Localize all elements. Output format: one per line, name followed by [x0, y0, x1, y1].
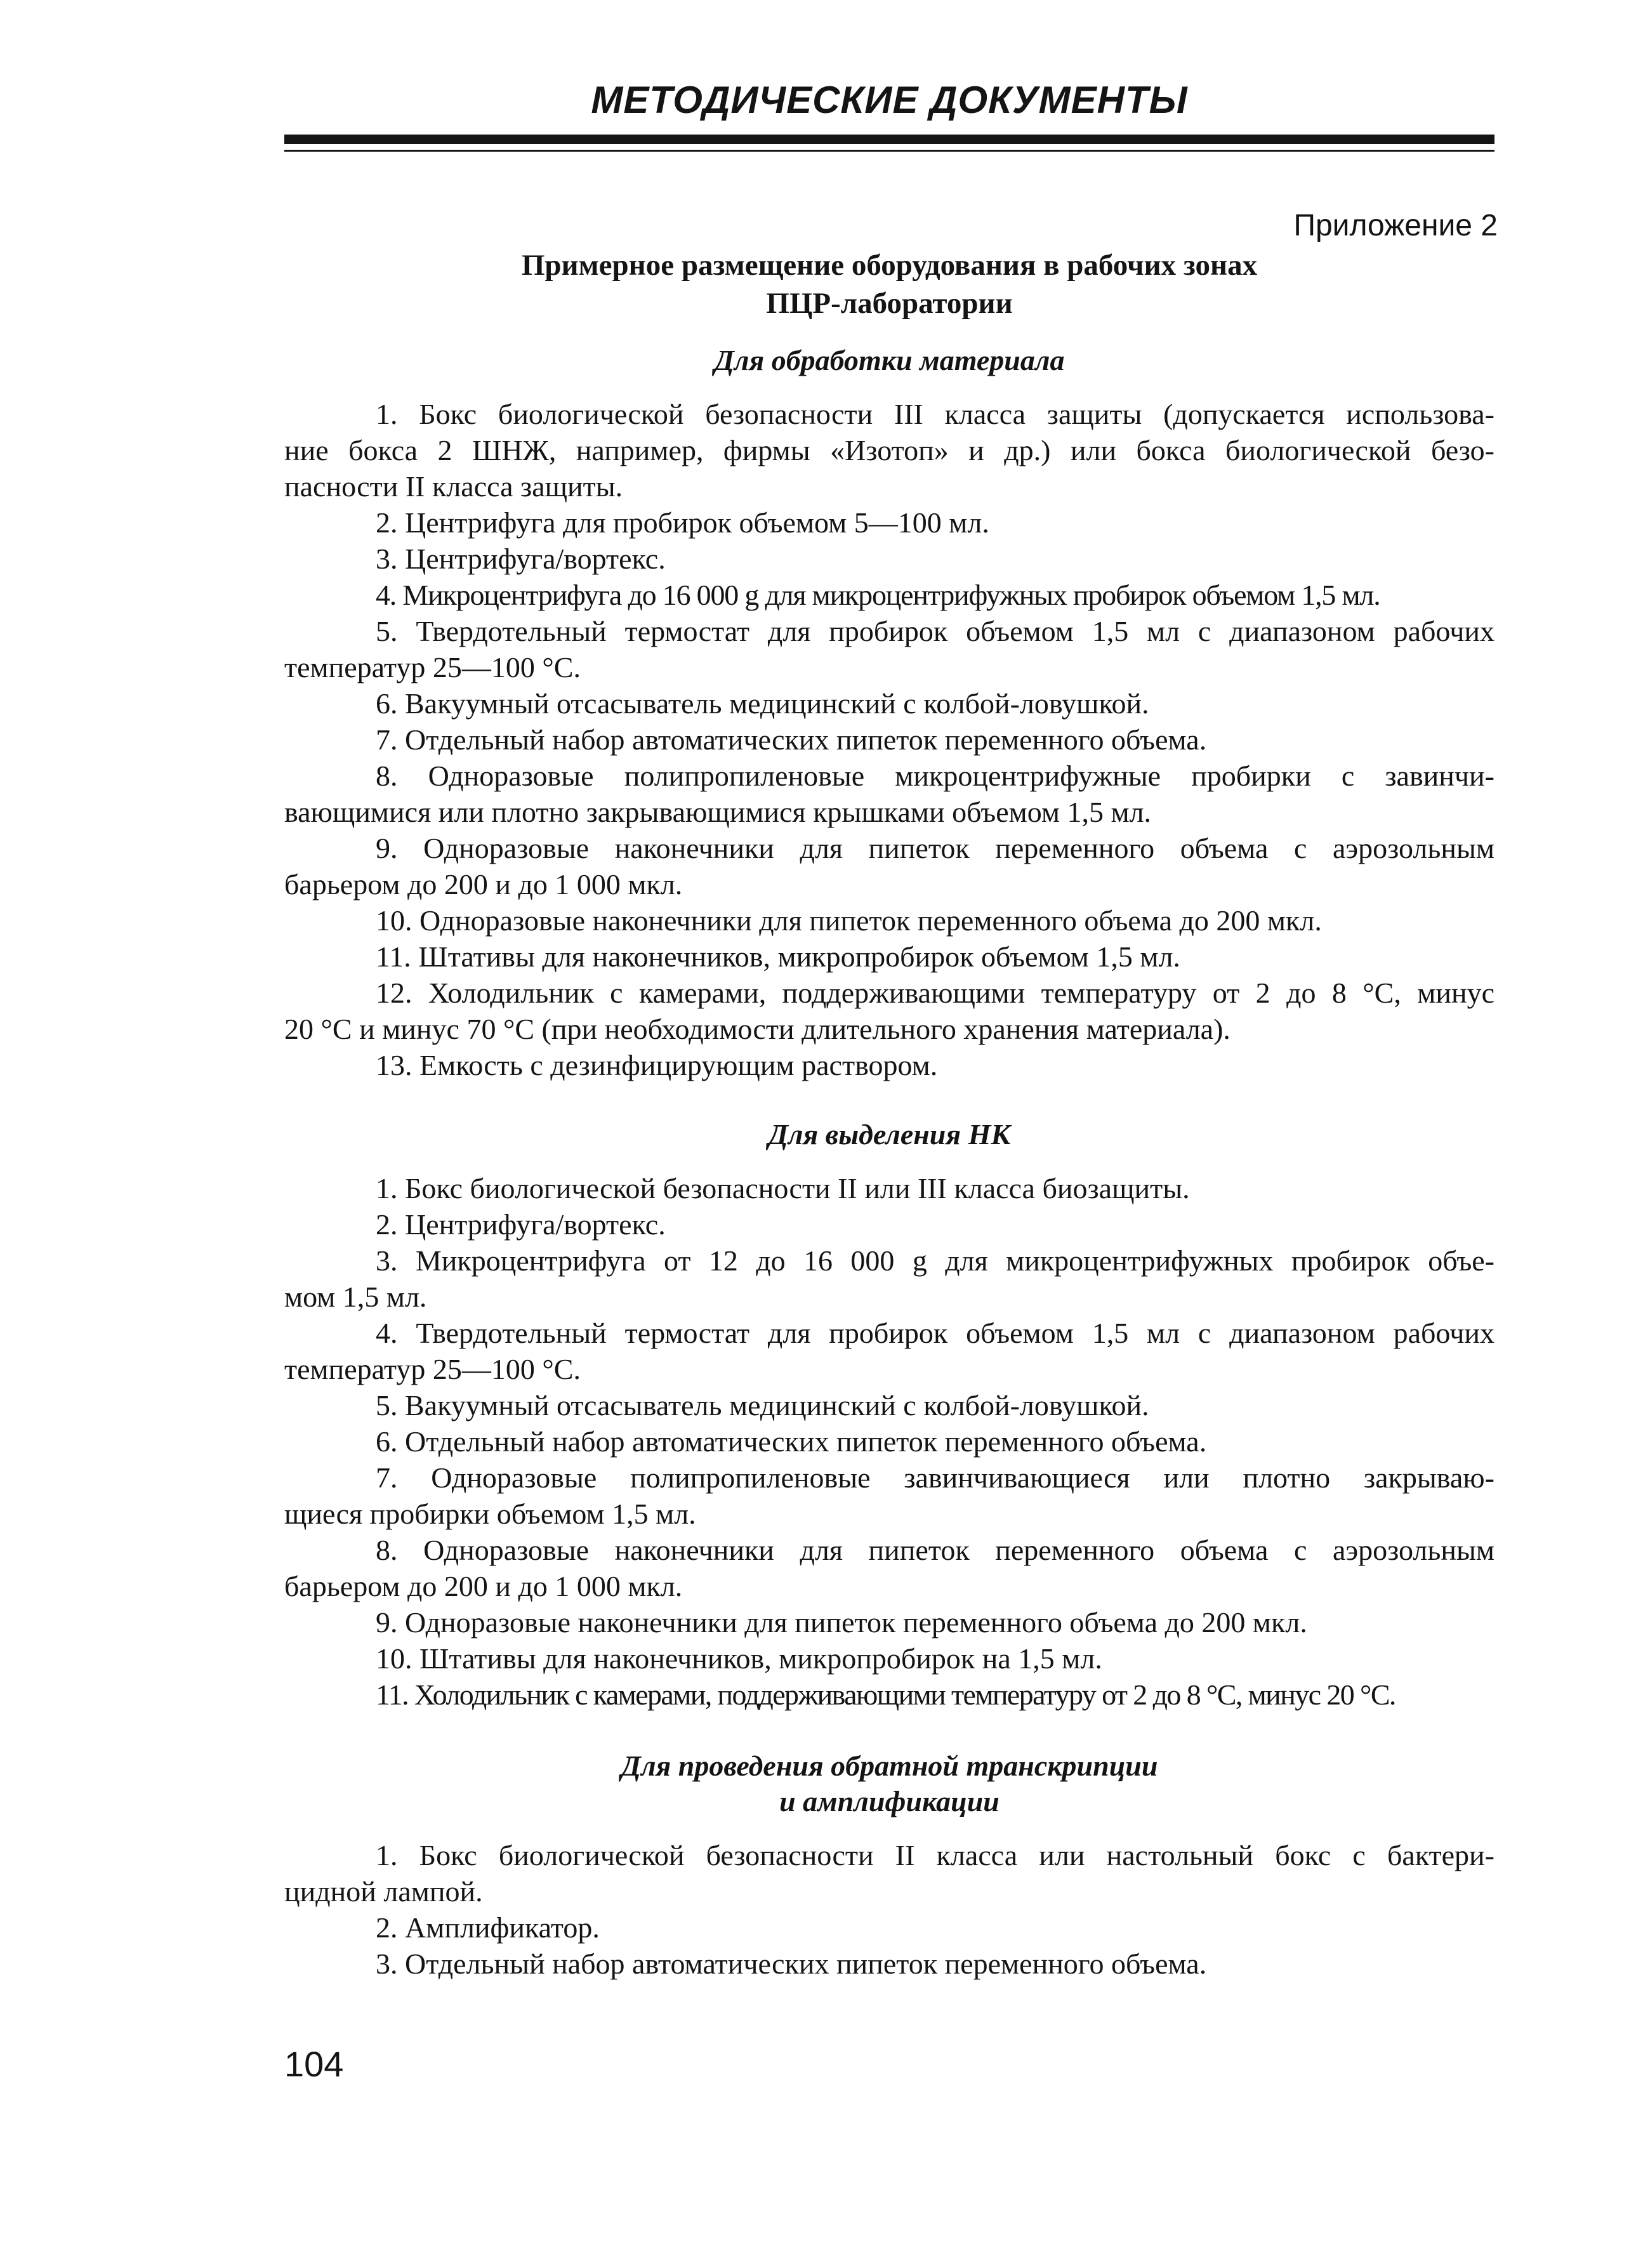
list-item [284, 1243, 1494, 1315]
item-line: ние бокса 2 ШНЖ, например, фирмы «Изотоп» и др.) или бокса биологической безо- [284, 434, 1494, 466]
item-line: 20 °С и минус 70 °С (при необходимости длительного хранения материала). [284, 1013, 1230, 1045]
item-line: 5. Твердотельный термостат для пробирок объемом 1,5 мл с диапазоном рабочих [376, 615, 1494, 647]
item-line: 1. Бокс биологической безопасности II класса или настольный бокс с бактери- [376, 1839, 1494, 1871]
list-item [284, 1677, 1494, 1713]
section-title-line-1: Для проведения обратной транскрипции [621, 1750, 1158, 1782]
list-item [284, 902, 1494, 939]
item-line: 10. Штативы для наконечников, микропробирок на 1,5 мл. [376, 1642, 1102, 1675]
item-line: 6. Вакуумный отсасыватель медицинский с колбой-ловушкой. [376, 687, 1149, 720]
item-line: 1. Бокс биологической безопасности III класса защиты (допускается использова- [376, 398, 1494, 430]
item-line: 8. Одноразовые полипропиленовые микроцентрифужные пробирки с завинчи- [376, 760, 1494, 792]
item-line: 5. Вакуумный отсасыватель медицинский с колбой-ловушкой. [376, 1389, 1149, 1421]
item-line: 6. Отдельный набор автоматических пипеток переменного объема. [376, 1425, 1207, 1458]
item-line: 7. Отдельный набор автоматических пипеток переменного объема. [376, 723, 1207, 756]
list-item [284, 939, 1494, 975]
list-item [284, 975, 1494, 1047]
section-title-amplification [284, 1748, 1494, 1819]
list-item [284, 613, 1494, 685]
document-body [284, 343, 1494, 1982]
item-line: 11. Холодильник с камерами, поддерживающими температуру от 2 до 8 °С, минус 20 °С. [376, 1678, 1395, 1711]
list-item [284, 1946, 1494, 1982]
appendix-label: Приложение 2 [1293, 209, 1498, 242]
item-line: пасности II класса защиты. [284, 470, 623, 503]
item-line: 4. Твердотельный термостат для пробирок объемом 1,5 мл с диапазоном рабочих [376, 1317, 1494, 1349]
list-item [284, 577, 1494, 613]
list-item [284, 1047, 1494, 1083]
header-rule-thick [284, 135, 1494, 144]
item-line: 13. Емкость с дезинфицирующим раствором. [376, 1049, 938, 1081]
item-line: 2. Центрифуга/вортекс. [376, 1208, 666, 1241]
item-line: 1. Бокс биологической безопасности II или III класса биозащиты. [376, 1172, 1190, 1204]
list-item [284, 1837, 1494, 1909]
item-line: барьером до 200 и до 1 000 мкл. [284, 868, 683, 900]
item-line: 4. Микроцентрифуга до 16 000 g для микроцентрифужных пробирок объемом 1,5 мл. [376, 579, 1380, 611]
item-line: щиеся пробирки объемом 1,5 мл. [284, 1498, 696, 1530]
document-title-line-1: Примерное размещение оборудования в рабочих зонах [521, 249, 1258, 282]
section-title-line-2: и амплификации [779, 1785, 999, 1817]
running-header: МЕТОДИЧЕСКИЕ ДОКУМЕНТЫ [591, 79, 1188, 121]
item-line: 12. Холодильник с камерами, поддерживающими температуру от 2 до 8 °С, минус [376, 977, 1494, 1009]
document-title-line-2: ПЦР-лаборатории [766, 287, 1013, 320]
item-line: 3. Микроцентрифуга от 12 до 16 000 g для микроцентрифужных пробирок объе- [376, 1244, 1494, 1277]
item-line: 11. Штативы для наконечников, микропробирок объемом 1,5 мл. [376, 940, 1180, 973]
item-line: мом 1,5 мл. [284, 1281, 427, 1313]
list-item [284, 396, 1494, 504]
list-item [284, 1460, 1494, 1532]
item-line: температур 25—100 °С. [284, 1353, 581, 1385]
item-line: 2. Центрифуга для пробирок объемом 5—100 мл. [376, 506, 989, 539]
item-line: 9. Одноразовые наконечники для пипеток переменного объема с аэрозольным [376, 832, 1494, 864]
page-number: 104 [284, 2044, 344, 2084]
item-line: 9. Одноразовые наконечники для пипеток переменного объема до 200 мкл. [376, 1606, 1307, 1638]
list-item [284, 1909, 1494, 1946]
list-item [284, 1315, 1494, 1387]
item-line: 8. Одноразовые наконечники для пипеток переменного объема с аэрозольным [376, 1534, 1494, 1566]
list-item [284, 1170, 1494, 1206]
list-item [284, 1387, 1494, 1423]
item-line: 2. Амплификатор. [376, 1911, 600, 1944]
item-line: 10. Одноразовые наконечники для пипеток переменного объема до 200 мкл. [376, 904, 1322, 937]
item-line: барьером до 200 и до 1 000 мкл. [284, 1570, 683, 1602]
list-item [284, 1640, 1494, 1677]
header-rule-thin [284, 150, 1494, 152]
item-line: цидной лампой. [284, 1875, 483, 1908]
section-title-processing: Для обработки материала [714, 344, 1065, 376]
item-line: 3. Отдельный набор автоматических пипеток переменного объема. [376, 1948, 1207, 1980]
list-item [284, 1423, 1494, 1460]
list-item [284, 830, 1494, 902]
item-line: 3. Центрифуга/вортекс. [376, 543, 666, 575]
list-item [284, 1532, 1494, 1604]
list-item [284, 1604, 1494, 1640]
list-item [284, 504, 1494, 541]
list-item [284, 758, 1494, 830]
item-line: вающимися или плотно закрывающимися крышками объемом 1,5 мл. [284, 796, 1152, 828]
document-title [284, 246, 1494, 322]
item-line: 7. Одноразовые полипропиленовые завинчивающиеся или плотно закрываю- [376, 1461, 1494, 1494]
list-item [284, 1206, 1494, 1243]
list-item [284, 541, 1494, 577]
list-item [284, 722, 1494, 758]
section-title-extraction: Для выделения НК [768, 1118, 1011, 1150]
list-item [284, 685, 1494, 722]
item-line: температур 25—100 °С. [284, 651, 581, 683]
